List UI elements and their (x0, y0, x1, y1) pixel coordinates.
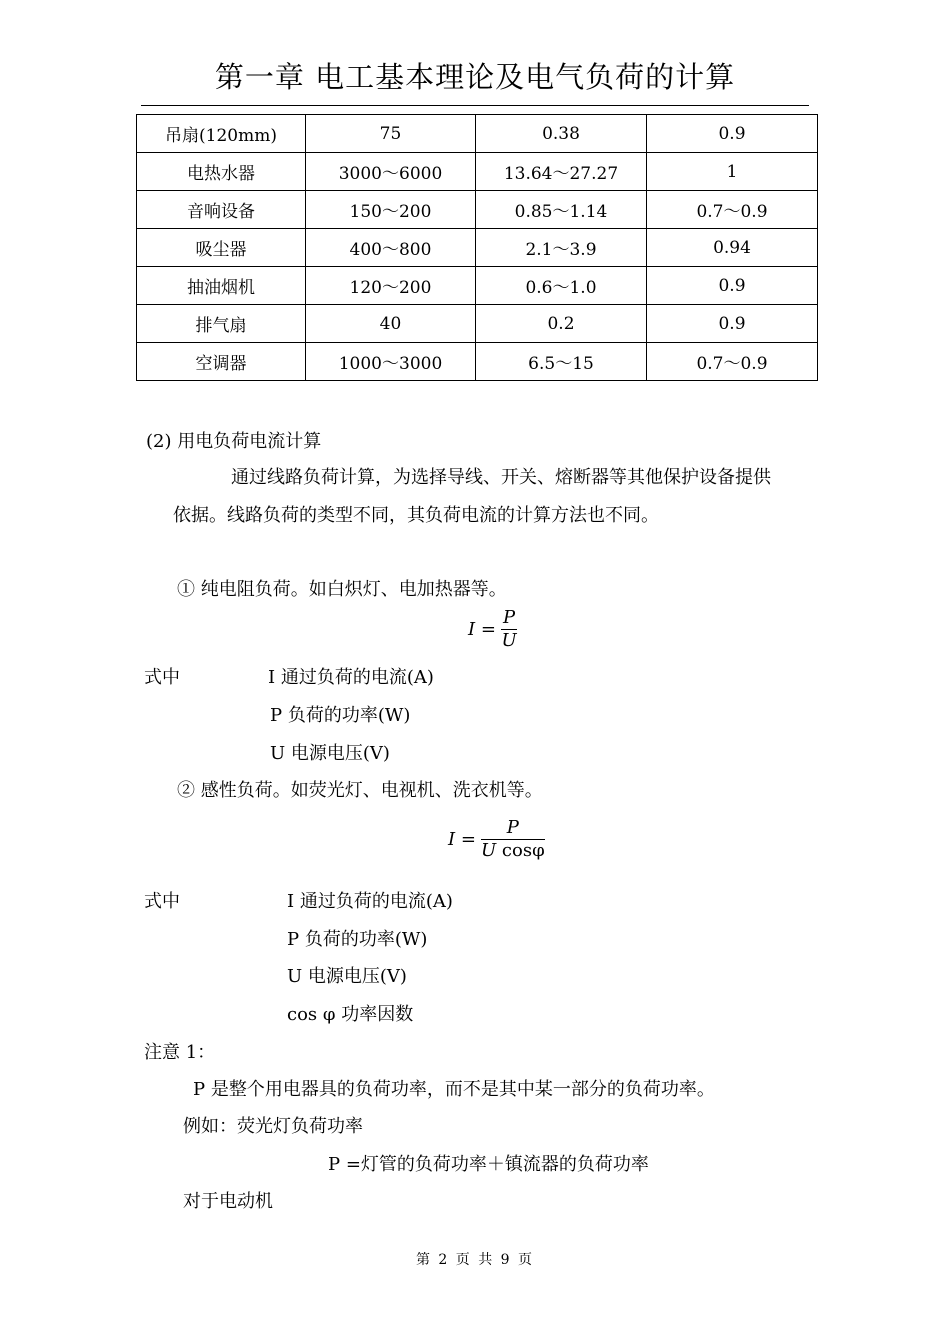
where-label: 式中 (144, 891, 180, 912)
table-cell: 75 (306, 115, 476, 153)
table-cell: 0.85～1.14 (476, 191, 647, 229)
definition-voltage: U 电源电压(V) (270, 743, 390, 764)
table-row (137, 115, 818, 153)
table-cell: 0.2 (476, 305, 647, 343)
table-cell: 40 (306, 305, 476, 343)
formula-lhs: I = (468, 619, 496, 640)
case1-title: ① 纯电阻负荷。如白炽灯、电加热器等。 (177, 579, 507, 600)
section-heading: (2) 用电负荷电流计算 (146, 431, 322, 452)
formula-fraction (501, 607, 517, 652)
formula-denominator-cos: cosφ (501, 840, 545, 861)
formula-denominator: U (501, 630, 517, 651)
table-cell: 2.1～3.9 (476, 229, 647, 267)
note-label: 注意 1： (144, 1042, 216, 1063)
table-cell: 音响设备 (137, 191, 306, 229)
table-cell: 0.6～1.0 (476, 267, 647, 305)
table-cell: 抽油烟机 (137, 267, 306, 305)
table-cell: 120～200 (306, 267, 476, 305)
note-motor: 对于电动机 (183, 1191, 273, 1212)
definition-power: P 负荷的功率(W) (287, 929, 428, 950)
note-line-1: P 是整个用电器具的负荷功率，而不是其中某一部分的负荷功率。 (193, 1079, 715, 1100)
formula-numerator: P (503, 607, 516, 628)
formula-fraction (481, 817, 545, 862)
table-row (137, 343, 818, 381)
table-cell: 0.9 (647, 115, 818, 153)
table-row (137, 153, 818, 191)
note-equation: P =灯管的负荷功率＋镇流器的负荷功率 (328, 1154, 649, 1175)
formula-denominator (481, 840, 545, 862)
table-cell: 1000～3000 (306, 343, 476, 381)
formula-lhs: I = (448, 829, 476, 850)
intro-paragraph-line-2: 依据。线路负荷的类型不同，其负荷电流的计算方法也不同。 (173, 505, 659, 526)
table-cell: 13.64～27.27 (476, 153, 647, 191)
table-cell: 0.94 (647, 229, 818, 267)
table-cell: 3000～6000 (306, 153, 476, 191)
page-title: 第一章 电工基本理论及电气负荷的计算 (214, 60, 736, 94)
table-cell: 0.9 (647, 267, 818, 305)
intro-paragraph-line-1: 通过线路负荷计算，为选择导线、开关、熔断器等其他保护设备提供 (231, 467, 771, 488)
table-cell: 0.7～0.9 (647, 191, 818, 229)
where-label: 式中 (144, 667, 180, 688)
table-cell: 电热水器 (137, 153, 306, 191)
definition-current: I 通过负荷的电流(A) (287, 891, 453, 912)
definition-power: P 负荷的功率(W) (270, 705, 411, 726)
table-cell: 吸尘器 (137, 229, 306, 267)
definition-current: I 通过负荷的电流(A) (268, 667, 434, 688)
table-cell: 吊扇(120mm) (137, 115, 306, 153)
formula-resistive (468, 607, 517, 652)
page-number: 第 2 页 共 9 页 (415, 1252, 535, 1268)
table-cell: 1 (647, 153, 818, 191)
definition-voltage: U 电源电压(V) (287, 966, 407, 987)
header-divider (141, 105, 809, 106)
table-cell: 0.7～0.9 (647, 343, 818, 381)
table-cell: 400～800 (306, 229, 476, 267)
table-cell: 150～200 (306, 191, 476, 229)
table-row (137, 267, 818, 305)
table-row (137, 191, 818, 229)
table-row (137, 305, 818, 343)
formula-inductive (448, 817, 545, 862)
table-row (137, 229, 818, 267)
definition-power-factor: cos φ 功率因数 (287, 1004, 414, 1025)
table-cell: 0.38 (476, 115, 647, 153)
case2-title: ② 感性负荷。如荧光灯、电视机、洗衣机等。 (177, 780, 543, 801)
note-example: 例如：荧光灯负荷功率 (183, 1116, 363, 1137)
appliance-load-table (136, 114, 818, 381)
table-cell: 0.9 (647, 305, 818, 343)
formula-numerator: P (481, 817, 545, 840)
table-cell: 排气扇 (137, 305, 306, 343)
formula-denominator-variable: U (481, 840, 497, 861)
table-cell: 6.5～15 (476, 343, 647, 381)
table-cell: 空调器 (137, 343, 306, 381)
